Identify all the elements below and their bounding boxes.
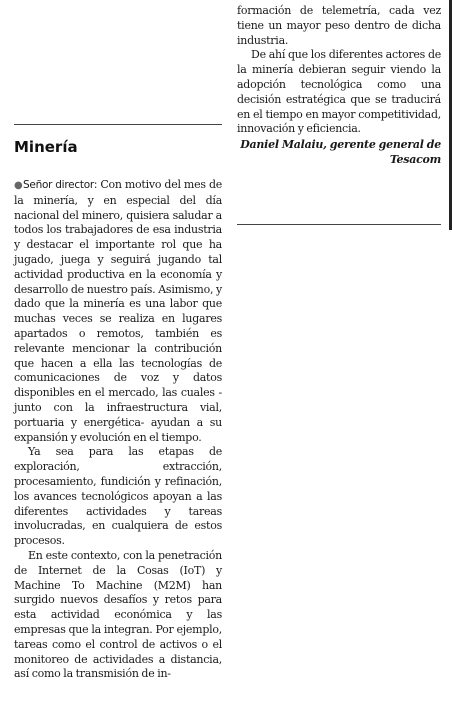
- letter-paragraph-3: En este contexto, con la penetración de Internet de la Cosas (IoT) y Machine To Machine (M2M) han surgido nuevos desafíos y retos para esta actividad económica y las empresas que la integran. Por ejemplo, tareas como el control de activos o el monitoreo de actividades a distancia, así como la transmisión de in-: [14, 548, 222, 681]
- letter-continuation: [237, 4, 441, 167]
- letter-paragraph-3-continued: formación de telemetría, cada vez tiene un mayor peso dentro de dicha industria.: [237, 4, 441, 47]
- paragraph-text: Con motivo del mes de la minería, y en especial del día nacional del minero, quisiera saludar a todos los trabajadores de esa industria y destacar el importante rol que ha jugado, juega y seguirá jugando tal actividad productiva en la economía y desarrollo de nuestro país. Asimismo, y dado que la minería es una labor que muchas veces se realiza en lugares apartados o remotos, también es relevante mencionar la contribución que hacen a ella las tecnologías de comunicaciones de voz y datos disponibles en el mercado, las cuales -junto con la infraestructura vial, portuaria y energética- ayudan a su expansión y evolución en el tiempo.: [14, 178, 222, 444]
- salutation: Señor director:: [22, 179, 98, 191]
- letter-body: [14, 178, 222, 682]
- letter-paragraph-1: [14, 178, 222, 445]
- column-end-divider: [237, 224, 441, 225]
- letter-paragraph-4: De ahí que los diferentes actores de la minería debieran seguir viendo la adopción tecnológica como una decisión estratégica que se traducirá en el tiempo en mayor competitividad, innovación y eficiencia.: [237, 48, 441, 136]
- section-divider: [14, 124, 222, 125]
- letter-paragraph-2: Ya sea para las etapas de exploración, extracción, procesamiento, fundición y refinación, los avances tecnológicos apoyan a las diferentes actividades y tareas involucradas, en cualquiera de estos procesos.: [14, 445, 222, 548]
- signature: Daniel Malaiu, gerente general de Tesacom: [240, 138, 441, 167]
- section-title: Minería: [14, 138, 78, 156]
- bullet-icon: ●: [14, 180, 23, 191]
